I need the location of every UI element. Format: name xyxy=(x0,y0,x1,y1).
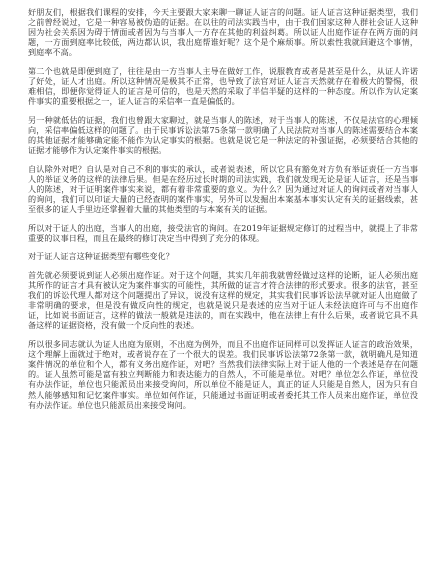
paragraph-2: 第二个也就是即便到庭了，往往是由一方当事人主导在做好工作，说服教育或者是甚至是什么，从证人许诺了好处，证人才出庭。所以这种情况是极其不正常，也导致了法官对证人证言天然就存在着极大的警惕，很难相信，即便你觉得证人的证言是可信的，也是天然的采取了半信半疑的这样的一种态度。所以作为认定案件事实的重要根据之一，证人证言的采信率一直是偏低的。 xyxy=(28,65,418,107)
paragraph-7: 所以很多同志就认为证人出庭为原则，不出庭为例外，而且不出庭作证同样可以发挥证人证言的政治效果，这个理解上面就过于绝对，或者说存在了一个很大的误差。我们民事诉讼法第72条第一款，就明确凡是知道案件情况的单位和个人，都有义务出庭作证，对吧？当然我们法律实际上对于证人他的一个表述是存在问题的。证人虽然可能是富有独立判断能力和表达能力的自然人，不可能是单位。对吧？单位怎么作证，单位没有办法作证，单位也只能派员出来接受询问，所以单位不能是证人，真正的证人只能是自然人，因为只有自然人能够感知和记忆案件事实。单位如何作证，只能通过书面证明或者委托其工作人员来出庭作证，单位没有办法作证。单位也只能派员出来接受询问。 xyxy=(28,339,418,410)
paragraph-6: 首先就必须要说到证人必须出庭作证。对于这个问题，其实几年前我就曾经做过这样的论断，证人必须出庭其所作的证言才具有被认定为案件事实的可能性，其所做的证言才符合法律的形式要求。很多的法官，甚至我们的诉讼代理人都对这个问题提出了异议，说没有这样的规定，其实我们民事诉讼法早就对证人出庭做了非常明确的要求，但是没有做反向性的规定，也就是说只是表述的应当对于证人未经法庭许可与不出庭作证，比如说书面证言，这样的做法一般就是违法的，而在实践中，他在法律上有什么后果，或者说它具不具备这样的证据资格，没有做一个反向性的表述。 xyxy=(28,269,418,331)
paragraph-3: 另一种就低估的证据，我们也曾跟大家聊过，就是当事人的陈述，对于当事人的陈述，不仅是法官的心理倾向，采信率偏低这样的问题了。由于民事诉讼法第75条第一款明确了人民法院对当事人的陈述需要结合本案的其他证据才能够确定能不能作为认定事实的根据。也就是说它是一种法定的补强证据，必须要结合其他的证据才能够作为认定案件事实的根据。 xyxy=(28,114,418,156)
paragraph-1: 好朋友们，根据我们课程的安排，今天主要跟大家来聊一聊证人证言的问题。证人证言这种证据类型，我们之前曾经说过，它是一种容易被伪造的证据。在以往的司法实践当中，由于我们国家这种人群社会证人这种因为社会关系因为碍于情面或者因为与当事人一方存在其他的利益纠葛。所以证人出庭作证存在两方面的问题，一方面到庭率比较低，两边都认识，我出庭帮谁好呢？这个是个麻烦事。所以索性我就回避这个事情，到庭率不高。 xyxy=(28,7,418,58)
paragraph-5: 所以对于证人的出庭，当事人的出庭，接受法官的询问。在2019年证据规定修订的过程当中，就提上了非常重要的议事日程，而且在最终的修订决定当中得到了充分的体现。 xyxy=(28,222,418,243)
paragraph-4: 自认除外对吧？自认是对自己不利的事实的承认，或者说表述，所以它具有豁免对方负有举证责任一方当事人的举证义务的这样的法律后果。但是在经历过长时期的司法实践，我们就发现无论是证人证言，还是当事人的陈述，对于证明案件事实来说，都有着非常重要的意义。为什么？因为通过对证人的询问或者对当事人的询问，我们可以印证大量的已经查明的案件事实，另外可以发掘出本案基本事实认定有关的证据线索，甚至很多的证人手里边还掌握着大量的其他类型的与本案有关的证据。 xyxy=(28,163,418,215)
section-question: 对于证人证言这种证据类型有哪些变化？ xyxy=(28,251,174,262)
